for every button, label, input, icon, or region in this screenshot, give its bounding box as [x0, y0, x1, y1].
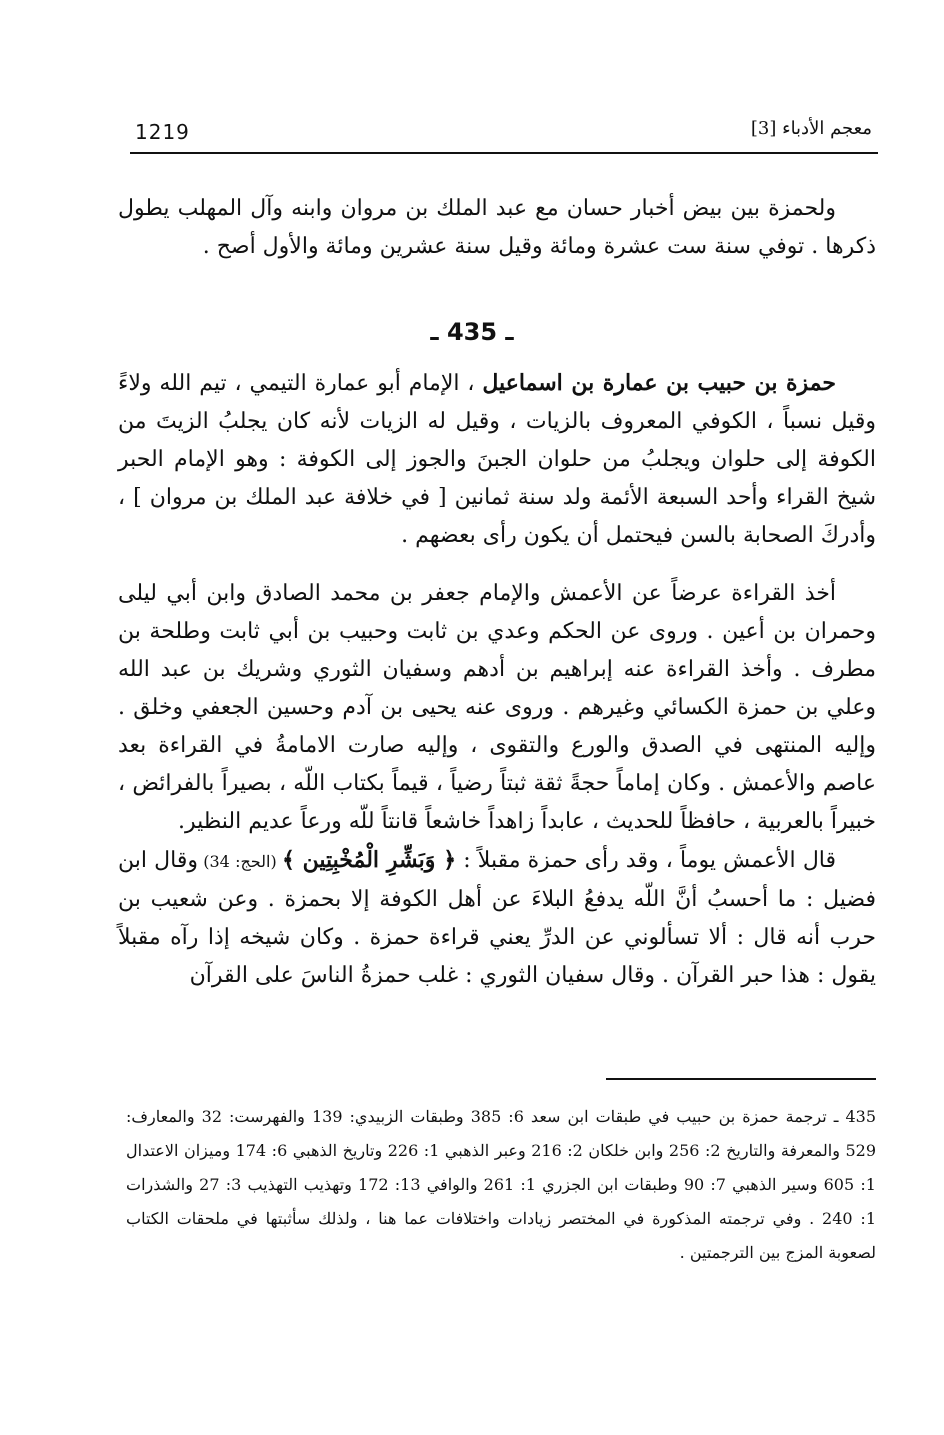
header-rule — [130, 152, 878, 154]
paragraph-3-after: وقال ابن فضيل : ما أحسبُ أنَّ اللّه يدفعُ البلاءَ عن أهل الكوفة إلا بحمزة . وعن شعيب بن حرب أنه قال : ألا تسألوني عن الدرِّ يعني قراءة حمزة . وكان شيخه إذا رآه مقبلاً يقول : هذا حبر القرآن . وقال سفيان الثوري : غلب حمزةُ الناسَ على القرآن — [118, 848, 876, 988]
verse-reference: (الحج: 34) — [197, 852, 282, 871]
running-head: معجم الأدباء [3] — [750, 118, 872, 139]
entry-number: ـ 435 ـ — [430, 318, 514, 346]
entry-paragraph-2: أخذ القراءة عرضاً عن الأعمش والإمام جعفر بن محمد الصادق وابن أبي ليلى وحمران بن أعين . وروى عن الحكم وعدي بن ثابت وحبيب بن أبي ثابت وطلحة بن مطرف . وأخذ القراءة عنه إبراهيم بن أدهم وسفيان الثوري وشريك بن عبد الله وعلي بن حمزة الكسائي وغيرهم . وروى عنه يحيى بن آدم وحسين الجعفي وخلق . وإليه المنتهى في الصدق والورع والتقوى ، وإليه صارت الامامةُ في القراءة بعد عاصم والأعمش . وكان إماماً حجةً ثقة ثبتاً رضياً ، قيماً بكتاب اللّه ، بصيراً بالفرائض ، خبيراً بالعربية ، حافظاً للحديث ، عابداً زاهداً خاشعاً قانتاً للّه ورعاً عديم النظير. — [118, 581, 876, 834]
entry-intro-paragraph — [118, 364, 876, 555]
entry-name: حمزة بن حبيب بن عمارة بن اسماعيل — [482, 370, 836, 396]
continuation-text: ولحمزة بين بيض أخبار حسان مع عبد الملك بن مروان وابنه وآل المهلب يطول ذكرها . توفي سنة ست عشرة ومائة وقيل سنة عشرين ومائة والأول أصح . — [118, 196, 876, 259]
continuation-paragraph — [118, 190, 876, 266]
page-number: 1219 — [135, 120, 190, 144]
entry-paragraph-3 — [118, 841, 876, 995]
paragraph-3-before: قال الأعمش يوماً ، وقد رأى حمزة مقبلاً : — [456, 848, 837, 873]
entry-intro-text: ، الإمام أبو عمارة التيمي ، تيم الله ولاءً وقيل نسباً ، الكوفي المعروف بالزيات ، وقيل له الزيات لأنه كان يجلبُ الزيتَ من الكوفة إلى حلوان ويجلبُ من حلوان الجبنَ والجوز إلى الكوفة : وهو الإمام الحبر شيخ القراء وأحد السبعة الأئمة ولد سنة ثمانين [ في خلافة عبد الملك بن مروان ] ، وأدركَ الصحابة بالسن فيحتمل أن يكون رأى بعضهم . — [118, 371, 876, 548]
quran-verse: ﴿ وَبَشِّرِ الْمُخْبِتِين ﴾ — [281, 847, 457, 873]
footnote-text: 435 ـ ترجمة حمزة بن حبيب في طبقات ابن سعد 6: 385 وطبقات الزبيدي: 139 والفهرست: 32 والمعارف: 529 والمعرفة والتاريخ 2: 256 وابن خلكان 2: 216 وعبر الذهبي 1: 226 وتاريخ الذهبي 6: 174 وميزان الاعتدال 1: 605 وسير الذهبي 7: 90 وطبقات ابن الجزري 1: 261 والوافي 13: 172 وتهذيب التهذيب 3: 27 والشذرات 1: 240 . وفي ترجمته المذكورة في المختصر زيادات واختلافات عما هنا ، ولذلك سأثبتها في ملحقات الكتاب لصعوبة المزج بين الترجمتين . — [126, 1107, 876, 1262]
footnote — [126, 1100, 876, 1270]
entry-body — [118, 364, 876, 995]
footnote-rule — [606, 1078, 876, 1080]
page-header — [130, 116, 878, 156]
